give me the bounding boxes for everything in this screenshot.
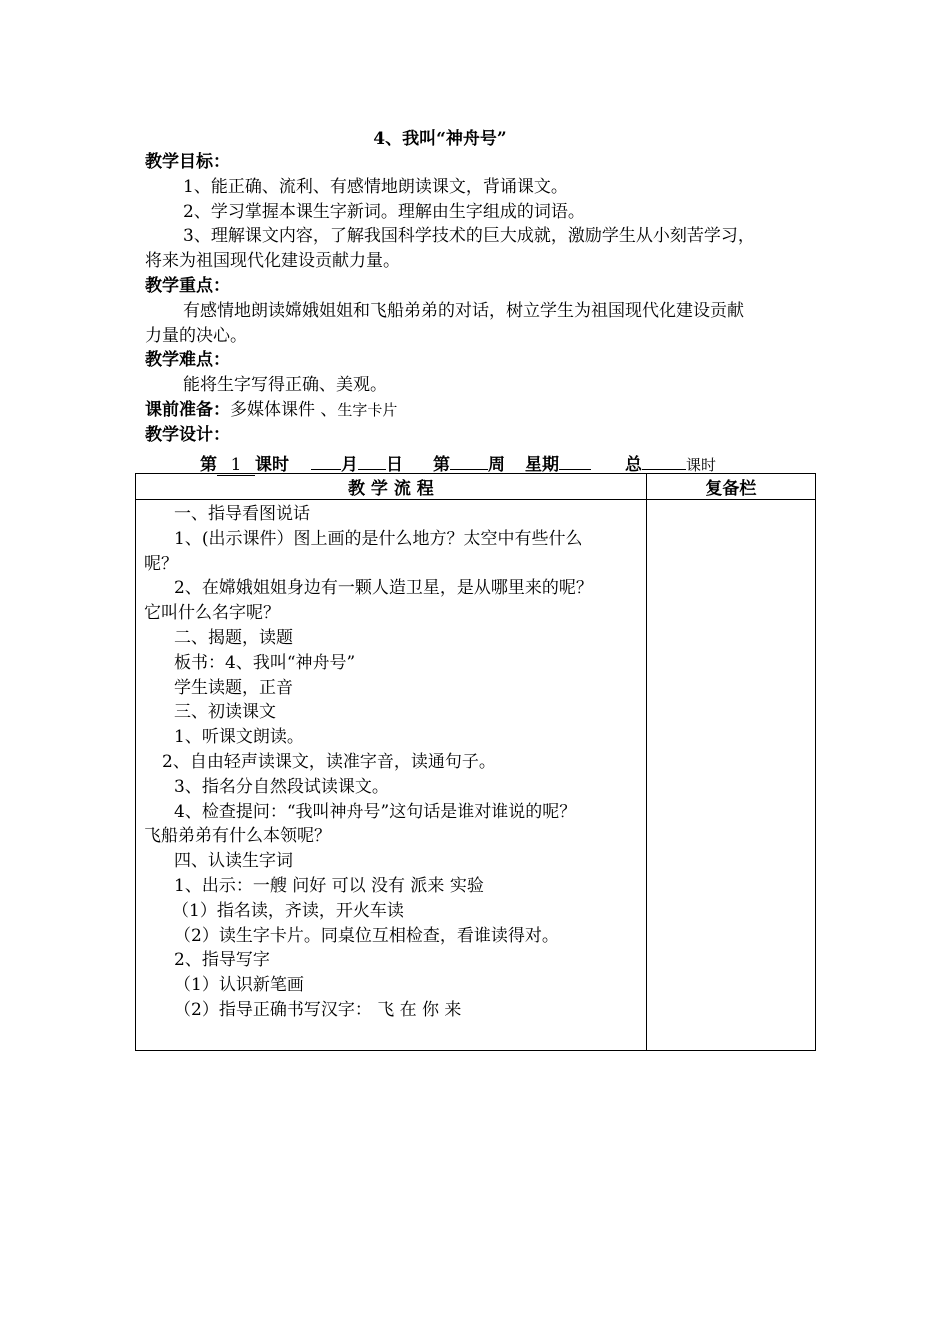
goal-item-3: 3、理解课文内容，了解我国科学技术的巨大成就，激励学生从小刻苦学习， <box>183 226 755 247</box>
process-line: 1、出示：一艘 问好 可以 没有 派来 实验 <box>174 875 484 896</box>
schedule-zhou: 周 <box>488 455 505 475</box>
schedule-zong: 总 <box>625 455 642 475</box>
process-line: 三、初读课文 <box>174 702 276 723</box>
focus-text-2: 力量的决心。 <box>145 325 247 346</box>
schedule-keshi: 课时 <box>255 455 289 475</box>
process-line: 一、指导看图说话 <box>174 504 310 524</box>
design-heading: 教学设计： <box>145 424 230 445</box>
schedule-ri: 日 <box>386 455 403 475</box>
process-line: （1）指名读，齐读，开火车读 <box>172 900 404 921</box>
prep-text: 多媒体课件 、 <box>230 399 338 420</box>
process-line: 4、检查提问：“我叫神舟号”这句话是谁对谁说的呢？ <box>174 801 577 822</box>
process-line: （1）认识新笔画 <box>174 975 304 996</box>
difficulty-text: 能将生字写得正确、美观。 <box>183 375 387 396</box>
day-blank <box>358 469 386 470</box>
goal-item-2: 2、学习掌握本课生字新词。理解由生字组成的词语。 <box>183 201 585 222</box>
process-line: 四、认读生字词 <box>174 851 293 872</box>
table-body-row <box>136 500 816 1051</box>
process-line: 飞船弟弟有什么本领呢？ <box>144 826 331 847</box>
process-line: 1、(出示课件）图上画的是什么地方？太空中有些什么 <box>174 528 583 549</box>
process-line: 3、指名分自然段试读课文。 <box>174 776 389 797</box>
process-line: （2）读生字卡片。同桌位互相检查，看谁读得对。 <box>174 925 559 946</box>
process-line: （2）指导正确书写汉字： 飞 在 你 来 <box>174 999 462 1020</box>
process-line: 学生读题，正音 <box>174 677 293 698</box>
goal-item-3-cont: 将来为祖国现代化建设贡献力量。 <box>145 251 400 272</box>
lesson-number: 1 <box>217 455 255 476</box>
process-line: 2、指导写字 <box>174 950 270 971</box>
schedule-di: 第 <box>200 455 217 475</box>
goal-item-1: 1、能正确、流利、有感情地朗读课文，背诵课文。 <box>183 176 568 197</box>
weekday-blank <box>559 469 591 470</box>
schedule-yue: 月 <box>341 455 358 475</box>
focus-text-1: 有感情地朗读嫦娥姐姐和飞船弟弟的对话，树立学生为祖国现代化建设贡献 <box>183 300 744 321</box>
process-line: 呢？ <box>144 553 178 574</box>
process-header: 教 学 流 程 <box>136 474 647 500</box>
month-blank <box>311 469 341 470</box>
process-content <box>136 500 646 1050</box>
schedule-di2: 第 <box>433 455 450 475</box>
prep-heading: 课前准备： <box>145 399 230 420</box>
notes-cell <box>646 500 815 1051</box>
lesson-plan-table <box>135 473 816 1051</box>
process-cell <box>136 500 647 1051</box>
week-blank <box>450 469 488 470</box>
process-line: 2、自由轻声读课文，读准字音，读通句子。 <box>162 751 496 772</box>
schedule-xingqi: 星期 <box>525 455 559 475</box>
lesson-intro <box>145 150 825 448</box>
total-blank <box>642 469 686 470</box>
process-line: 板书：4、我叫“神舟号” <box>174 652 356 673</box>
goals-heading: 教学目标： <box>145 152 230 172</box>
prep-line <box>145 398 825 423</box>
table-header-row <box>136 474 816 500</box>
process-line: 它叫什么名字呢？ <box>144 603 280 624</box>
process-line: 1、听课文朗读。 <box>174 727 304 748</box>
prep-text-small: 生字卡片 <box>337 400 398 419</box>
lesson-title: 4、我叫“神舟号” <box>373 129 507 149</box>
process-line: 2、在嫦娥姐姐身边有一颗人造卫星，是从哪里来的呢？ <box>174 578 593 599</box>
notes-header: 复备栏 <box>646 474 815 500</box>
schedule-keshi-small: 课时 <box>686 456 717 474</box>
process-line: 二、揭题，读题 <box>174 627 293 648</box>
focus-heading: 教学重点： <box>145 275 230 296</box>
difficulty-heading: 教学难点： <box>145 350 230 371</box>
